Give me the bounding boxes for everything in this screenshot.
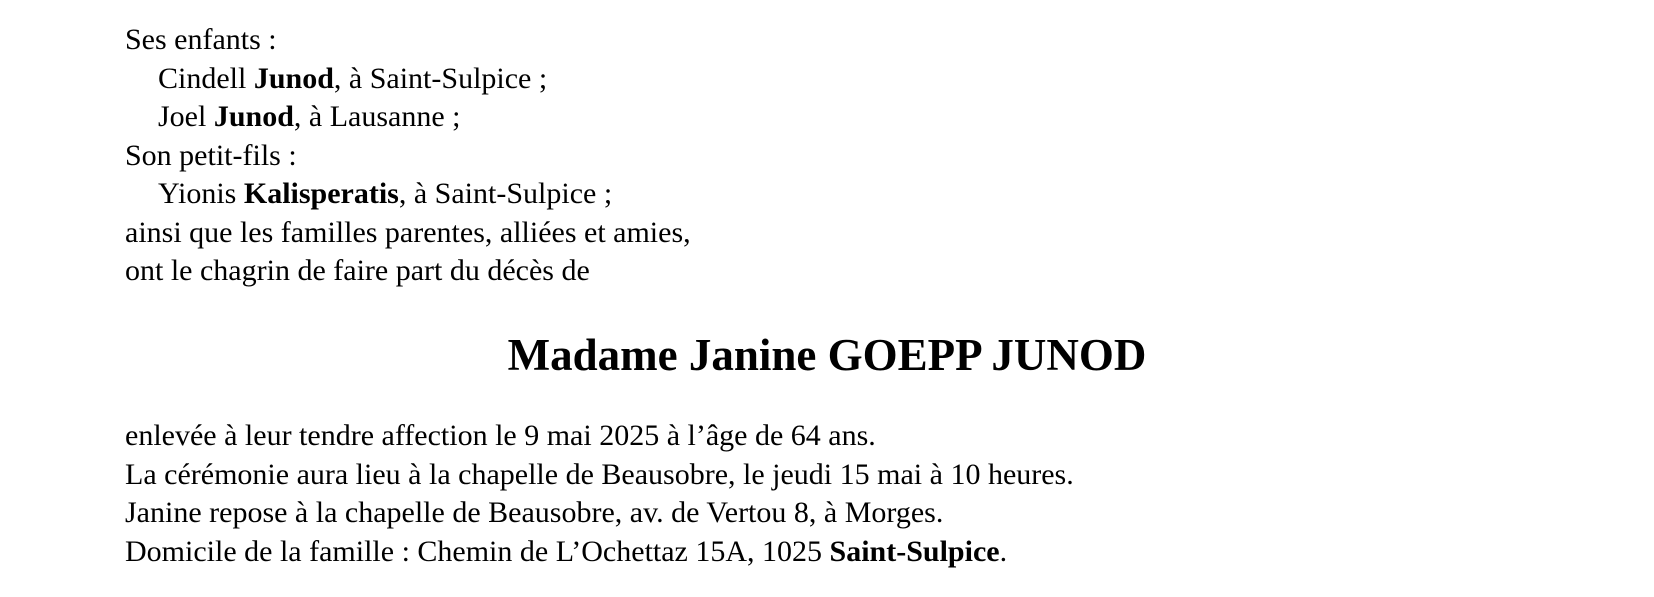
announcement-line: ont le chagrin de faire part du décès de	[125, 254, 590, 287]
children-heading: Ses enfants :	[125, 23, 277, 56]
child-first-name: Joel	[158, 100, 214, 133]
grandchild-last-name: Kalisperatis	[243, 177, 399, 210]
resting-line: Janine repose à la chapelle de Beausobre, av. de Vertou 8, à Morges.	[125, 496, 944, 529]
family-section	[125, 21, 1545, 291]
grandchild-entry	[125, 175, 1545, 214]
child-location: , à Saint-Sulpice ;	[333, 61, 548, 95]
domicile-line	[125, 533, 1545, 572]
child-location: , à Lausanne ;	[293, 100, 461, 133]
grandchild-heading: Son petit-fils :	[125, 138, 297, 172]
child-entry	[125, 98, 1545, 137]
details-section	[125, 417, 1545, 571]
passing-line: enlevée à leur tendre affection le 9 mai 2025 à l’âge de 64 ans.	[125, 419, 876, 452]
child-first-name: Cindell	[158, 61, 254, 95]
deceased-name: Madame Janine GOEPP JUNOD	[507, 330, 1147, 380]
domicile-town: Saint-Sulpice	[829, 534, 1000, 568]
ceremony-line: La cérémonie aura lieu à la chapelle de Beausobre, le jeudi 15 mai à 10 heures.	[125, 457, 1074, 491]
child-entry	[125, 60, 1545, 99]
domicile-address: Domicile de la famille : Chemin de L’Ochettaz 15A, 1025	[125, 534, 830, 568]
child-last-name: Junod	[213, 100, 294, 133]
grandchild-location: , à Saint-Sulpice ;	[398, 177, 613, 210]
extended-family-line: ainsi que les familles parentes, alliées et amies,	[125, 215, 691, 249]
child-last-name: Junod	[253, 61, 334, 95]
grandchild-first-name: Yionis	[158, 177, 244, 210]
domicile-end: .	[999, 534, 1008, 568]
